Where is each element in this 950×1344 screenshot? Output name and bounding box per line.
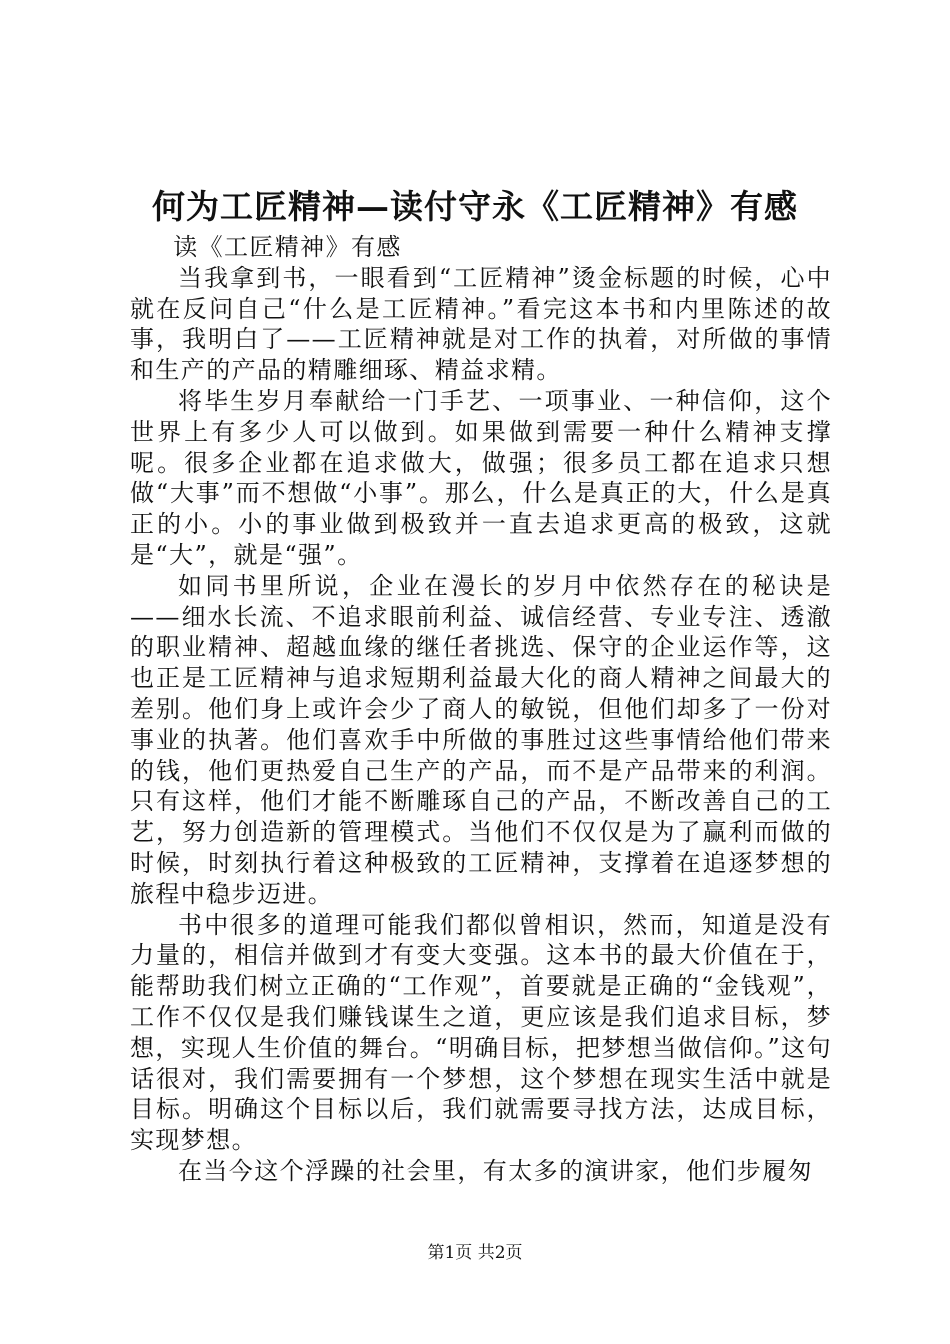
document-body xyxy=(130,232,832,1187)
paragraph-5: 在当今这个浮躁的社会里，有太多的演讲家，他们步履匆 xyxy=(178,1156,813,1185)
page-number-footer: 第1页 共2页 xyxy=(427,1243,523,1263)
paragraph-3: 如同书里所说，企业在漫长的岁月中依然存在的秘诀是——细水长流、不追求眼前利益、诚信经营、专业专注、透澈的职业精神、超越血缘的继任者挑选、保守的企业运作等，这也正是工匠精神与追求短期利益最大化的商人精神之间最大的差别。他们身上或许会少了商人的敏锐，但他们却多了一份对事业的执著。他们喜欢手中所做的事胜过这些事情给他们带来的钱，他们更热爱自己生产的产品，而不是产品带来的利润。只有这样，他们才能不断雕琢自己的产品，不断改善自己的工艺，努力创造新的管理模式。当他们不仅仅是为了赢利而做的时候，时刻执行着这种极致的工匠精神，支撑着在追逐梦想的旅程中稳步迈进。 xyxy=(130,571,832,908)
paragraph-1: 当我拿到书，一眼看到“工匠精神”烫金标题的时候，心中就在反问自己“什么是工匠精神。”看完这本书和内里陈述的故事，我明白了——工匠精神就是对工作的执着，对所做的事情和生产的产品的精雕细琢、精益求精。 xyxy=(130,263,832,385)
document-title: 何为工匠精神—读付守永《工匠精神》有感 xyxy=(152,187,798,226)
paragraph-2: 将毕生岁月奉献给一门手艺、一项事业、一种信仰，这个世界上有多少人可以做到。如果做到需要一种什么精神支撑呢。很多企业都在追求做大，做强；很多员工都在追求只想做“大事”而不想做“小事”。那么，什么是真正的大，什么是真正的小。小的事业做到极致并一直去追求更高的极致，这就是“大”，就是“强”。 xyxy=(130,386,832,569)
document-subtitle: 读《工匠精神》有感 xyxy=(173,233,402,261)
paragraph-4: 书中很多的道理可能我们都似曾相识，然而，知道是没有力量的，相信并做到才有变大变强。这本书的最大价值在于，能帮助我们树立正确的“工作观”，首要就是正确的“金钱观”，工作不仅仅是我们赚钱谋生之道，更应该是我们追求目标，梦想，实现人生价值的舞台。“明确目标，把梦想当做信仰。”这句话很对，我们需要拥有一个梦想，这个梦想在现实生活中就是目标。明确这个目标以后，我们就需要寻找方法，达成目标，实现梦想。 xyxy=(130,910,832,1155)
